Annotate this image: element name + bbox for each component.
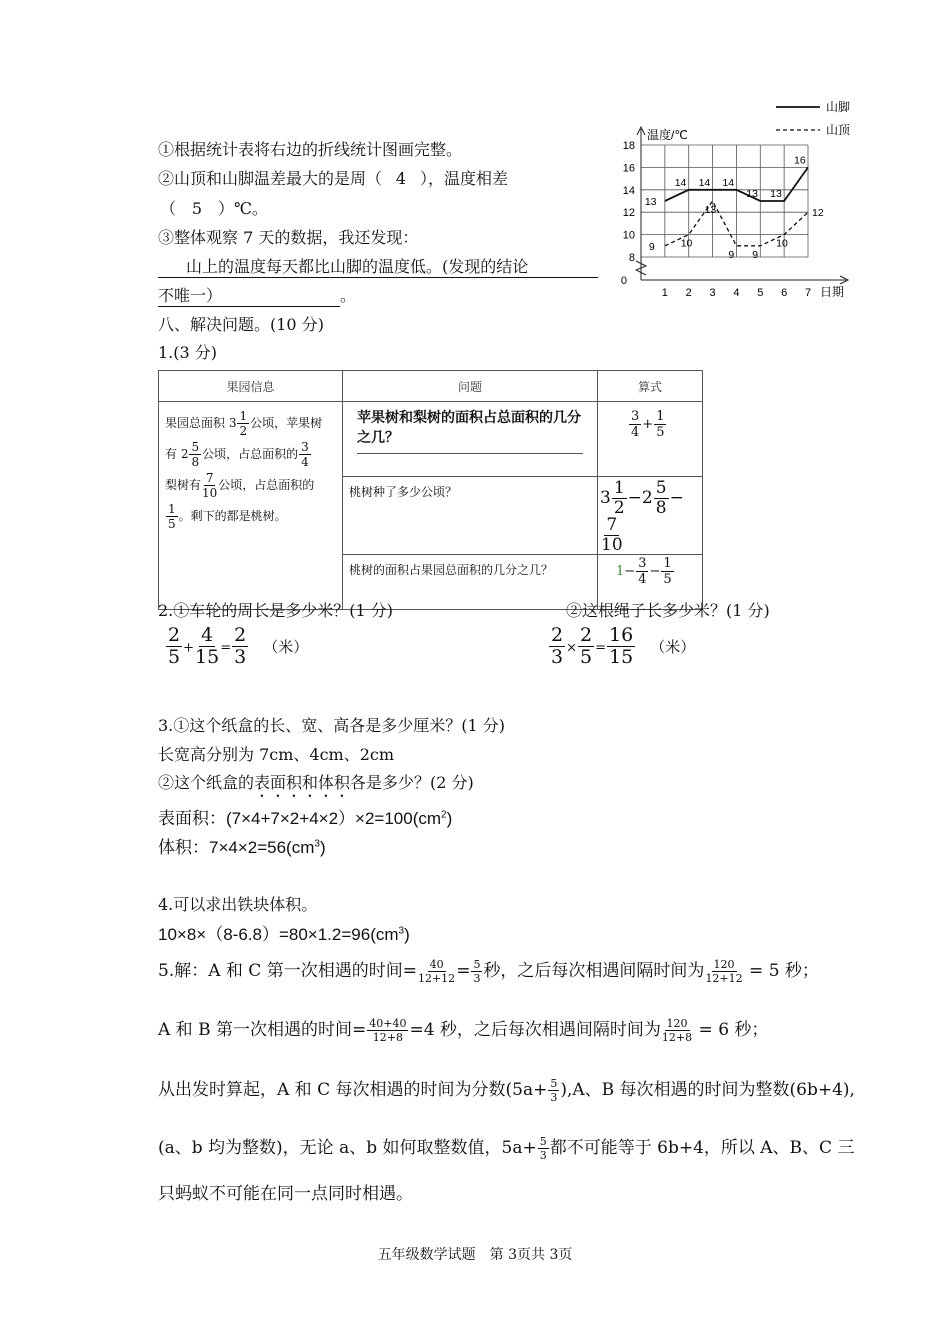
y-zero-label: 0 [620,275,627,287]
formula-2-frac-1-2: $\frac{1}{2}$ [613,478,625,518]
legend-label: 山脚 [826,100,851,114]
q8-part4-line-2 [158,920,410,945]
p2a-unit: （米） [263,638,309,656]
formula-1-cell [598,402,703,477]
volume-paren: ) [319,838,326,857]
p2a-plus: + [183,640,194,656]
q7-answer-diff: 5 [191,199,203,218]
info-frac-3-4: $\frac{3}{4}$ [301,440,309,469]
data-label: 13 [770,188,782,200]
p5-l2-text-a: A 和 B 第一次相遇的时间= [158,1020,367,1040]
x-tick-label: 6 [781,287,788,299]
p5-l4-text-b: 都不可能等于 6b+4，所以 A、B、C 三 [549,1138,855,1158]
surface-area-paren: ) [446,809,453,828]
p5-l3-text-a: 从出发时算起，A 和 C 每次相遇的时间为分数(5a+ [158,1080,548,1100]
q7-line-2 [158,166,508,189]
q8-volume [158,833,326,858]
legend-label: 山顶 [826,123,851,137]
info-text-5: 梨树有 [165,478,202,492]
p3-line3-pre: ②这个纸盒的 [158,773,255,792]
p3-line3-emph: 表面积和体积 [254,773,351,792]
q8-part3-line-3 [158,770,474,801]
q7-line-3 [160,196,268,219]
p2b-eq: = [595,640,606,656]
formula-3-minus-1: − [624,564,636,579]
q7-finding-line-1: 山上的温度每天都比山脚的温度低。(发现的结论 [158,254,598,278]
formula-3-one: 1 [616,564,625,579]
formula-2-whole-2: 2 [641,488,653,508]
x-tick-label: 1 [661,287,668,299]
sup-3b: 3 [398,925,405,937]
info-frac-1-2: $\frac{1}{2}$ [239,409,248,438]
x-tick-label: 7 [804,287,812,299]
x-tick-label: 2 [685,287,692,299]
q7-line-3-open: （ [160,199,177,218]
p5-l1-text-b: 秒，之后每次相遇间隔时间为 [483,961,705,981]
q8-part3-line-2: 长宽高分别为 7cm、4cm、2cm [158,745,395,764]
q7-line-3-close: ）℃。 [218,199,268,218]
data-label: 13 [644,196,657,208]
orchard-info-cell [159,402,343,610]
q8-part4-line-1: 4.可以求出铁块体积。 [158,895,318,914]
chart-legend [776,99,851,137]
formula-2-whole-3: 3 [600,488,611,508]
p2a-eq: = [220,640,232,656]
formula-3-frac-1-5: $\frac{1}{5}$ [663,556,672,587]
q8-part5-line-1: 5.解：A 和 C 第一次相遇的时间= $\frac{40}{12+12}$ = $\frac{5}{3}$ 秒，之后每次相遇间隔时间为 $\frac{120}{12+12}$ = 5 秒； [158,958,819,985]
q8-part5-line-3: 从出发时算起，A 和 C 每次相遇的时间为分数(5a+ $\frac{5}{3}$ ),A、B 每次相遇的时间为整数(6b+4), [158,1077,855,1104]
q7-answer-weekday: 4 [395,169,407,188]
formula-2-frac-7-10: $\frac{7}{10}$ [601,515,623,555]
y-tick-label: 10 [622,229,635,242]
p2b-unit: （米） [650,638,696,656]
info-text-4: 公顷，占总面积的 [202,447,299,461]
q7-finding-line-2 [158,283,356,307]
q8-part2-answer-2: $\frac{2}{3}$ × $\frac{2}{5}$ = $\frac{16}{15}$ （米） [551,624,696,668]
question-2-cell [343,477,598,555]
data-label: 13 [704,204,717,216]
data-label: 12 [812,207,824,220]
temperature-line-chart [608,95,863,305]
p5-l2-text-c: = 6 秒； [693,1020,769,1040]
info-frac-7-10: $\frac{7}{10}$ [202,471,218,500]
formula-3-minus-2: − [649,564,661,579]
chart-axes [636,127,848,284]
formula-1-plus: + [642,417,654,432]
p5-l3-text-b: ),A、B 每次相遇的时间为整数(6b+4), [560,1080,855,1100]
info-text-6: 公顷，占总面积的 [218,478,315,492]
q7-line-2-text: ②山顶和山脚温差最大的是周（ [158,169,383,188]
y-tick-label: 18 [622,140,635,152]
q7-finding-period: 。 [340,286,357,305]
q8-part2-answer-1: $\frac{2}{5}$ + $\frac{4}{15}$ = $\frac{2}{3}$ （米） [168,624,309,668]
formula-2-cell [598,477,703,555]
formula-2-minus-2: − [669,488,684,508]
q7-line-4: ③整体观察 7 天的数据，我还发现： [158,228,419,247]
q7-line-2-tail: ），温度相差 [420,169,509,188]
sup-2: 2 [441,809,447,821]
y-tick-label: 16 [622,162,635,175]
header-info: 果园信息 [159,371,343,402]
y-tick-label: 8 [628,252,635,264]
data-label: 14 [698,176,711,189]
axis-break [636,261,646,275]
volume-text: 体积：7×4×2=56(cm [158,838,315,857]
data-label: 9 [752,248,759,261]
data-label: 9 [728,248,735,261]
header-formula: 算式 [598,371,703,402]
formula-1-frac-b: $\frac{1}{5}$ [656,409,665,440]
info-text-2: 公顷，苹果树 [250,416,323,430]
question-1-text: 苹果树和梨树的面积占总面积的几分之几？ [357,408,583,454]
page-footer: 五年级数学试题 第 3页共 3页 [377,1247,573,1263]
question-1-cell [343,402,598,477]
y-tick-label: 12 [622,207,635,220]
data-label: 14 [674,176,687,189]
q8-part5-line-2: A 和 B 第一次相遇的时间= $\frac{40+40}{12+8}$ =4 秒，之后每次相遇间隔时间为 $\frac{120}{12+8}$ = 6 秒； [158,1017,769,1044]
formula-2-minus-1: − [627,488,642,508]
orchard-table [158,370,703,610]
p5-l2-text-b: =4 秒，之后每次相遇间隔时间为 [409,1020,661,1040]
info-text-1: 果园总面积 3 [165,416,237,430]
iron-volume-paren: ) [404,925,410,944]
q8-part1-label: 1.(3 分) [158,343,218,362]
info-frac-1-5: $\frac{1}{5}$ [168,502,176,531]
data-label: 10 [680,237,693,250]
p5-l4-text-a: (a、b 均为整数)，无论 a、b 如何取整数值，5a+ [158,1138,537,1158]
x-axis-label: 日期 [820,285,845,299]
p3-line3-post: 各是多少？(2 分) [350,773,474,792]
chart-labels [621,127,844,299]
q8-surface-area [158,804,452,829]
x-tick-label: 4 [733,287,740,299]
q8-part3-line-1: 3.①这个纸盒的长、宽、高各是多少厘米？(1 分) [158,716,506,735]
q7-finding-text: 不唯一） [158,283,340,307]
sup-3: 3 [314,838,320,850]
p5-l1-text-a: 5.解：A 和 C 第一次相遇的时间= [158,961,417,981]
data-label: 9 [648,240,655,253]
data-label: 14 [722,176,735,189]
iron-volume-text: 10×8×（8-6.8）=80×1.2=96(cm [158,925,399,944]
y-axis-label: 温度/℃ [647,128,688,142]
header-question: 问题 [343,371,598,402]
x-tick-label: 5 [757,287,764,299]
q8-part5-line-4: (a、b 均为整数)，无论 a、b 如何取整数值，5a+ $\frac{5}{3}$ 都不可能等于 6b+4，所以 A、B、C 三 [158,1135,855,1162]
q8-part5-line-5: 只蚂蚁不可能在同一点同时相遇。 [158,1184,413,1204]
formula-1-frac-a: $\frac{3}{4}$ [631,409,640,440]
chart-series [645,154,824,260]
question-2-text: 桃树种了多少公顷？ [349,485,458,499]
data-label: 10 [776,237,788,250]
q7-line-1: ①根据统计表将右边的折线统计图画完整。 [158,140,463,159]
info-frac-5-8: $\frac{5}{8}$ [191,440,200,469]
x-tick-label: 3 [709,287,716,299]
info-text-3: 有 2 [165,447,189,461]
data-label: 13 [746,188,758,200]
p2b-times: × [566,640,577,656]
info-text-7: 。剩下的都是桃树。 [178,509,287,523]
data-label: 16 [794,154,806,167]
q8-heading: 八、解决问题。(10 分) [158,315,324,334]
formula-2-frac-5-8: $\frac{5}{8}$ [655,478,667,518]
y-tick-label: 14 [622,184,635,197]
p5-l1-eq: = [456,961,471,981]
question-3-text: 桃树的面积占果园总面积的几分之几？ [349,563,554,577]
q8-part2-label-1: 2.①车轮的周长是多少米？(1 分) [158,601,394,620]
p5-l1-text-c: = 5 秒； [743,961,819,981]
formula-3-frac-3-4: $\frac{3}{4}$ [638,556,647,587]
surface-area-text: 表面积：(7×4+7×2+4×2）×2=100(cm [158,809,442,828]
q8-part2-label-2: ②这根绳子长多少米？(1 分) [566,601,770,620]
